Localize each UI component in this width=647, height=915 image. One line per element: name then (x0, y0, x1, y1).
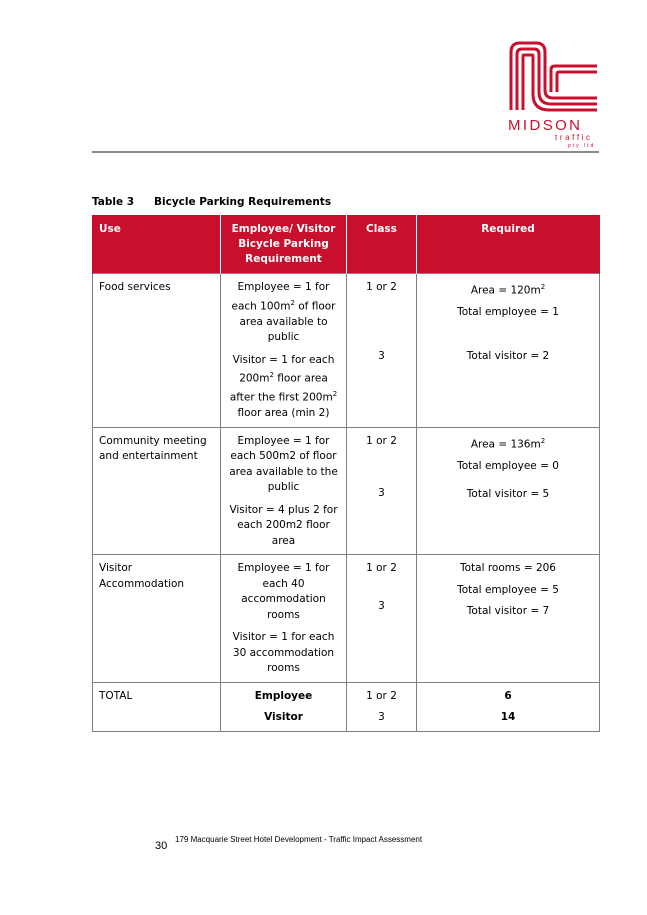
employee-requirement: Employee = 1 for each 40 accommodation rooms (237, 562, 330, 621)
visitor-requirement: Visitor = 1 for each 30 accommodation rooms (232, 631, 335, 674)
total-class-cell (347, 682, 417, 731)
total-class-employee: 1 or 2 (366, 689, 397, 702)
area-value: Area = $136m^2$ (470, 436, 546, 450)
required-cell (417, 427, 600, 555)
total-labels-cell (221, 682, 347, 731)
visitor-total: Total visitor = 5 (466, 488, 550, 500)
visitor-requirement: Visitor = 4 plus 2 for each 200m2 floor area (229, 503, 338, 547)
footer-title: 179 Macquarie Street Hotel Development - Traffic Impact Assessment (175, 835, 423, 844)
total-visitor-value: 14 (500, 711, 516, 723)
header-class: Class (347, 215, 417, 274)
table-number: Table 3 (92, 196, 135, 208)
total-employee-label: Employee (254, 689, 313, 702)
page-number: 30 (155, 840, 168, 852)
required-cell (417, 555, 600, 683)
visitor-total: Total visitor = 2 (466, 349, 550, 362)
logo-wordmark: MIDSON (508, 117, 583, 134)
table-header-row (93, 215, 600, 274)
header-divider (92, 151, 599, 153)
total-visitor-label: Visitor (264, 711, 303, 723)
employee-total: Total employee = 5 (457, 583, 559, 596)
header-requirement: Employee/ Visitor Bicycle Parking Requirement (221, 215, 347, 274)
table-row (93, 555, 600, 683)
class-visitor: 3 (378, 349, 385, 362)
total-label: TOTAL (93, 682, 221, 731)
table-row (93, 427, 600, 555)
class-cell (347, 427, 417, 555)
area-value: Area = $120m^2$ (470, 283, 546, 297)
class-visitor: 3 (378, 599, 385, 612)
table-row (93, 274, 600, 428)
bicycle-parking-table (92, 215, 600, 732)
total-values-cell (417, 682, 600, 731)
table-caption (92, 196, 331, 208)
rooms-total: Total rooms = 206 (459, 562, 556, 574)
class-employee: 1 or 2 (366, 434, 397, 447)
table-title: Bicycle Parking Requirements (154, 196, 332, 208)
requirement-cell (221, 427, 347, 555)
employee-requirement: Employee = 1 for each $100m^2$ of floor area available to public (231, 281, 336, 343)
employee-total: Total employee = 0 (457, 459, 559, 472)
employee-requirement: Employee = 1 for each 500m2 of floor area available to the public (229, 434, 338, 493)
requirement-cell (221, 274, 347, 428)
total-class-visitor: 3 (378, 711, 385, 723)
use-cell: Visitor Accommodation (93, 555, 221, 683)
class-cell (347, 555, 417, 683)
class-visitor: 3 (378, 487, 385, 499)
logo-subtitle: traffic (555, 133, 593, 142)
total-row (93, 682, 600, 731)
visitor-requirement: Visitor = 1 for each $200m^2$ floor area after the first $200m^2$ floor area (min 2) (229, 353, 338, 419)
logo-subtitle-small: pty ltd (568, 143, 596, 149)
use-cell: Food services (93, 274, 221, 428)
class-cell (347, 274, 417, 428)
header-required: Required (417, 215, 600, 274)
header-use: Use (93, 215, 221, 274)
required-cell (417, 274, 600, 428)
total-employee-value: 6 (504, 689, 512, 702)
requirement-cell (221, 555, 347, 683)
class-employee: 1 or 2 (366, 562, 397, 574)
visitor-total: Total visitor = 7 (466, 605, 550, 617)
use-cell: Community meeting and entertainment (93, 427, 221, 555)
employee-total: Total employee = 1 (457, 306, 559, 318)
class-employee: 1 or 2 (366, 281, 397, 293)
